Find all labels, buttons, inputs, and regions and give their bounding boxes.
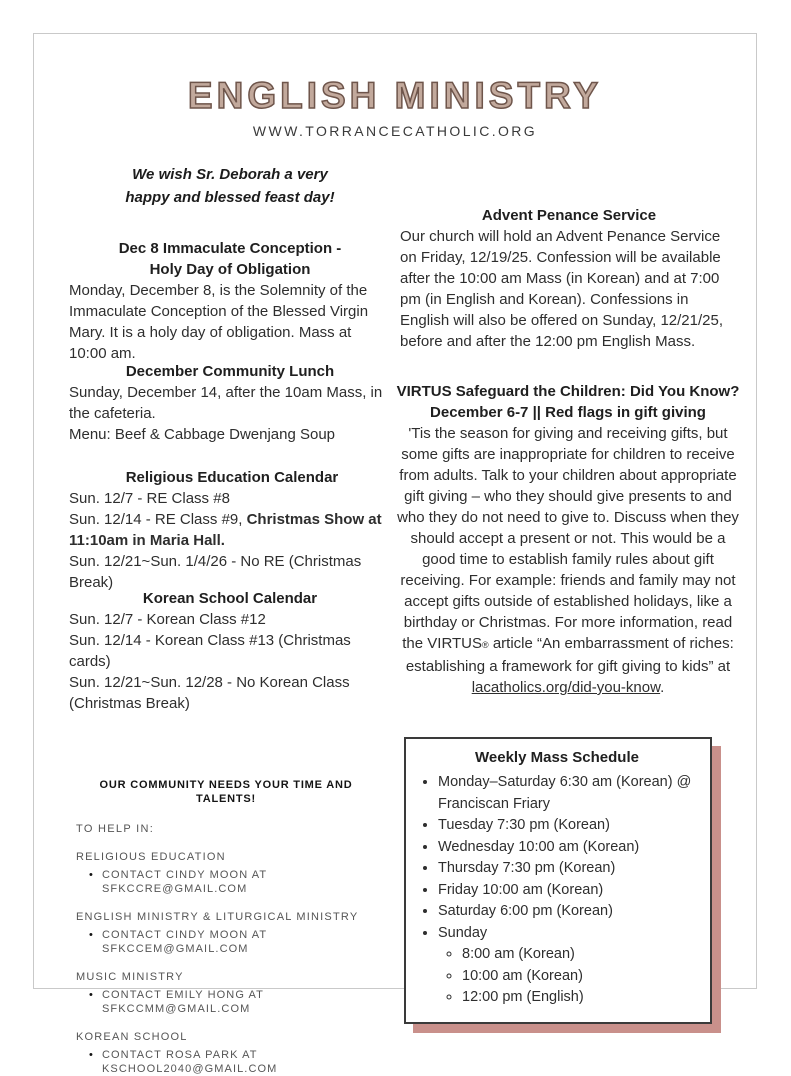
- section-heading: [396, 381, 740, 423]
- section-religious-education-calendar: [69, 467, 395, 593]
- section-advent-penance: [400, 205, 738, 352]
- bullet-icon: •: [89, 989, 94, 1001]
- re-item-2: [69, 509, 395, 551]
- group-name: RELIGIOUS EDUCATION: [76, 851, 226, 863]
- mass-item: • Friday 10:00 am (Korean): [438, 880, 700, 902]
- mass-schedule-list: [414, 772, 700, 1009]
- weekly-mass-schedule-box: [404, 737, 712, 1024]
- contact-text: CONTACT EMILY HONG AT SFKCCMM@GMAIL.COM: [101, 989, 264, 1015]
- mass-schedule-heading: Weekly Mass Schedule: [475, 749, 639, 766]
- sunday-mass-item: ◦ 12:00 pm (English): [462, 987, 700, 1009]
- sunday-label: Sunday: [438, 924, 488, 941]
- re-item-1: Sun. 12/7 - RE Class #8: [69, 490, 230, 507]
- heading-line2: Holy Day of Obligation: [149, 261, 311, 278]
- community-intro: TO HELP IN:: [76, 823, 155, 835]
- korean-item-3: Sun. 12/21~Sun. 12/28 - No Korean Class (Christmas Break): [69, 674, 350, 712]
- section-heading: [69, 238, 391, 280]
- virtus-heading-line2: December 6-7 || Red flags in gift giving: [430, 404, 706, 421]
- bulletin-sheet: [33, 33, 757, 1075]
- mass-item-sunday: [438, 923, 700, 1009]
- registered-trademark: ®: [482, 640, 489, 650]
- re-item-2-text: Sun. 12/14 - RE Class #9,: [69, 511, 247, 528]
- virtus-text-end: .: [660, 679, 665, 696]
- korean-item-1: Sun. 12/7 - Korean Class #12: [69, 611, 266, 628]
- group-contact: [76, 988, 376, 1016]
- community-group-religious-education: [76, 850, 376, 896]
- section-heading: Korean School Calendar: [142, 590, 318, 607]
- sunday-mass-item: ◦ 8:00 am (Korean): [462, 944, 700, 966]
- feast-note-line2: happy and blessed feast day!: [125, 189, 335, 206]
- mass-item: • Saturday 6:00 pm (Korean): [438, 901, 700, 923]
- section-heading: Advent Penance Service: [481, 207, 657, 224]
- lunch-menu: Menu: Beef & Cabbage Dwenjang Soup: [69, 426, 336, 443]
- bullet-icon: •: [89, 1049, 94, 1061]
- section-community-needs: [76, 778, 376, 1076]
- virtus-body: [396, 423, 740, 698]
- header: [34, 76, 756, 139]
- re-item-3: Sun. 12/21~Sun. 1/4/26 - No RE (Christmas Break): [69, 553, 362, 591]
- virtus-text: 'Tis the season for giving and receiving gifts, but some gifts are inappropriate for children to receive from adults. Talk to your children about appropriate gift giving – who they should give presents to and who they do not need to give to. Discuss when they should accept a present or not. This would be a good time to establish family rules about gift receiving. For example: friends and family may not accept gifts outside of established holidays, like a birthday or Christmas. For more information, read the VIRTUS: [397, 425, 739, 652]
- sunday-mass-item: ◦ 10:00 am (Korean): [462, 966, 700, 988]
- group-contact: [76, 868, 376, 896]
- contact-text: CONTACT ROSA PARK AT KSCHOOL2040@GMAIL.COM: [101, 1049, 278, 1075]
- did-you-know-link[interactable]: lacatholics.org/did-you-know: [471, 679, 661, 696]
- heading-line1: Dec 8 Immaculate Conception -: [118, 240, 342, 257]
- mass-item: • Monday–Saturday 6:30 am (Korean) @ Franciscan Friary: [438, 772, 700, 815]
- feast-note-line1: We wish Sr. Deborah a very: [132, 166, 328, 183]
- contact-text: CONTACT CINDY MOON AT SFKCCEM@GMAIL.COM: [101, 929, 268, 955]
- section-heading: December Community Lunch: [125, 363, 335, 380]
- community-group-music-ministry: [76, 970, 376, 1016]
- section-korean-school-calendar: [69, 588, 391, 714]
- feast-day-note: [69, 163, 391, 209]
- mass-item: • Tuesday 7:30 pm (Korean): [438, 815, 700, 837]
- section-heading: Religious Education Calendar: [125, 469, 339, 486]
- bullet-icon: •: [89, 869, 94, 881]
- group-name: MUSIC MINISTRY: [76, 971, 184, 983]
- community-heading: OUR COMMUNITY NEEDS YOUR TIME AND TALENTS!: [99, 779, 353, 805]
- bullet-icon: •: [89, 929, 94, 941]
- page-title: ENGLISH MINISTRY: [187, 75, 603, 116]
- section-community-lunch: [69, 361, 391, 445]
- group-name: ENGLISH MINISTRY & LITURGICAL MINISTRY: [76, 911, 359, 923]
- group-name: KOREAN SCHOOL: [76, 1031, 188, 1043]
- advent-body: Our church will hold an Advent Penance Service on Friday, 12/19/25. Confession will be available after the 10:00 am Mass (in Korean) and at 7:00 pm (in English and Korean). Confessions in English will also be offered on Sunday, 12/21/25, before and after the 12:00 pm English Mass.: [400, 228, 723, 350]
- group-contact: [76, 928, 376, 956]
- lunch-detail: Sunday, December 14, after the 10am Mass, in the cafeteria.: [69, 384, 383, 422]
- mass-item: • Thursday 7:30 pm (Korean): [438, 858, 700, 880]
- community-group-korean-school: [76, 1030, 376, 1076]
- section-immaculate-conception: [69, 238, 391, 364]
- korean-item-2: Sun. 12/14 - Korean Class #13 (Christmas cards): [69, 632, 351, 670]
- virtus-heading-line1: VIRTUS Safeguard the Children: Did You Know?: [396, 383, 740, 400]
- re-item-2-highlight: Christmas Show at 11:10am in Maria Hall.: [69, 511, 382, 549]
- section-body: Monday, December 8, is the Solemnity of the Immaculate Conception of the Blessed Virgin Mary. It is a holy day of obligation. Mass at 10:00 am.: [69, 282, 369, 362]
- mass-item: • Wednesday 10:00 am (Korean): [438, 837, 700, 859]
- section-virtus-safeguard: [396, 381, 740, 698]
- virtus-text-mid: article “An embarrassment of riches: establishing a framework for gift giving to kids” at: [405, 635, 734, 675]
- site-url: WWW.TORRANCECATHOLIC.ORG: [252, 123, 538, 139]
- community-group-english-ministry: [76, 910, 376, 956]
- sunday-mass-sublist: [438, 944, 700, 1009]
- group-contact: [76, 1048, 376, 1076]
- contact-text: CONTACT CINDY MOON AT SFKCCRE@GMAIL.COM: [101, 869, 268, 895]
